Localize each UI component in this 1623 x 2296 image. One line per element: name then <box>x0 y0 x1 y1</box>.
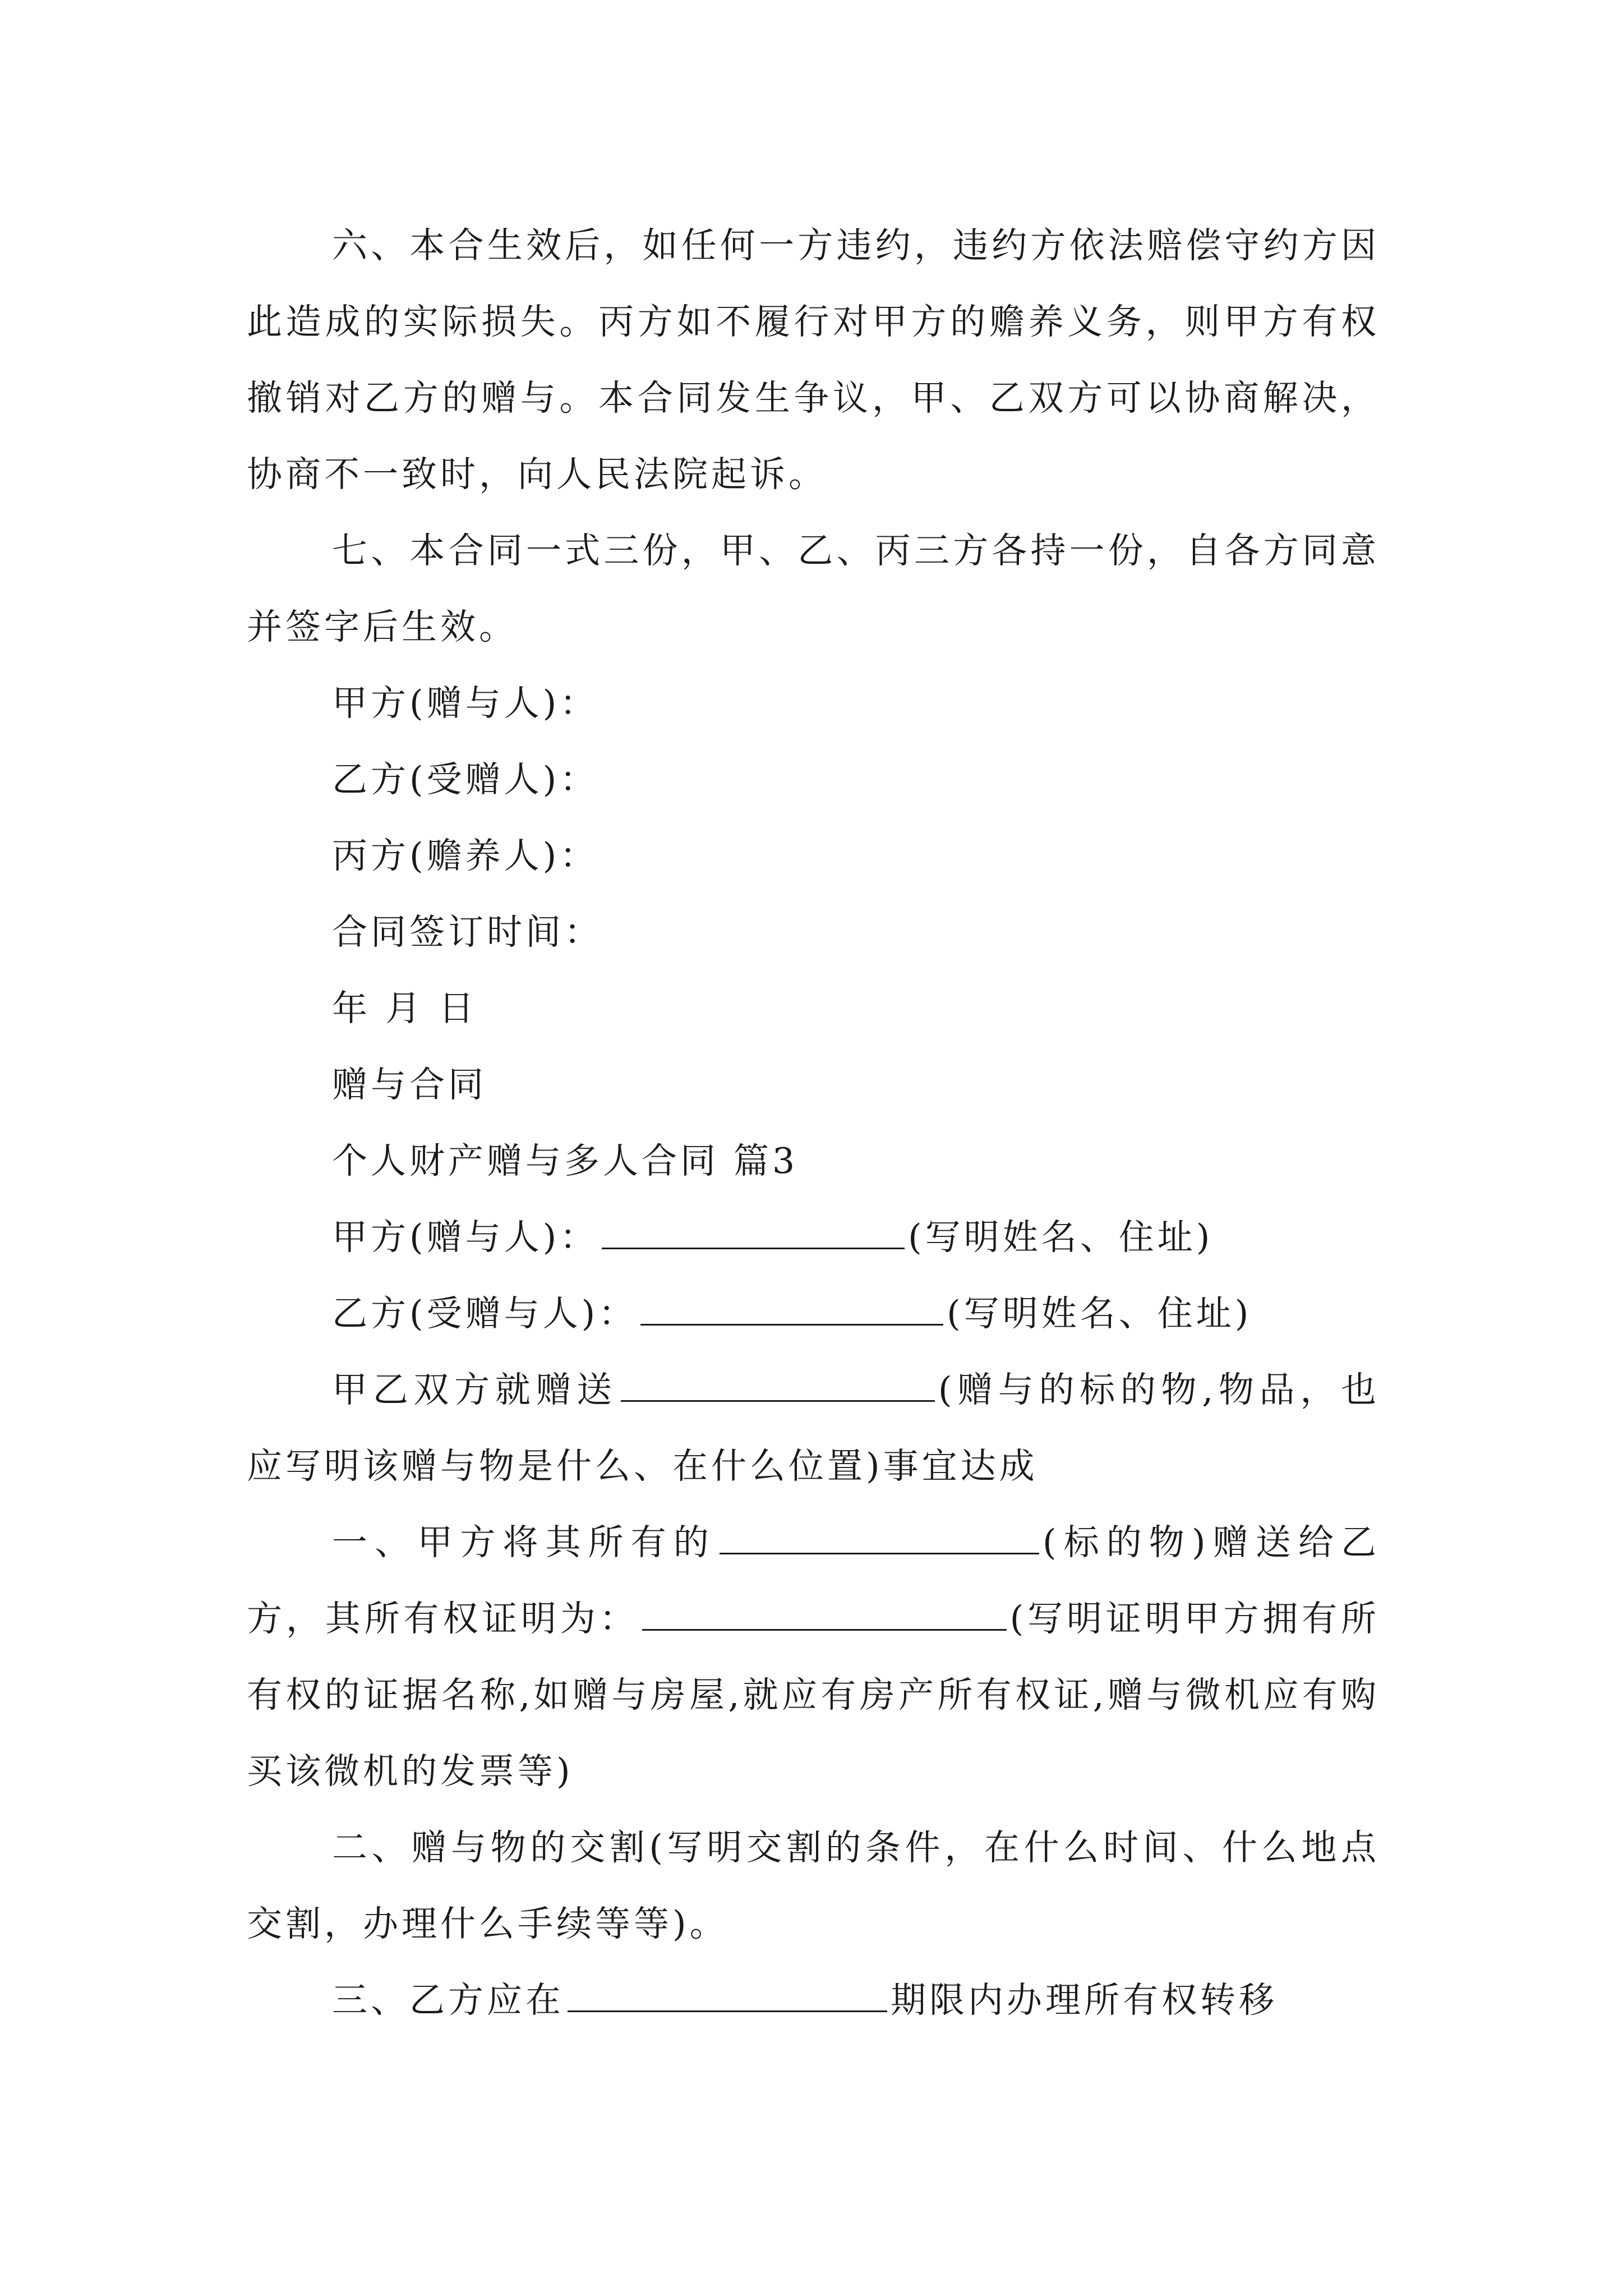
heading-section-3: 个人财产赠与多人合同 篇3 <box>332 1140 799 1181</box>
clause-three-suffix: 期限内办理所有权转移 <box>891 1980 1278 2021</box>
intro-suffix: (赠与的标的物,物品，也应写明该赠与物是什么、在什么位置)事宜达成 <box>247 1369 1380 1487</box>
document-body <box>247 208 1380 2039</box>
party-b-line <box>247 1276 1380 1352</box>
intro-paragraph <box>247 1352 1380 1504</box>
party-a-suffix: (写明姓名、住址) <box>908 1217 1214 1258</box>
clause-two: 二、赠与物的交割(写明交割的条件，在什么时间、什么地点交割，办理什么手续等等)。 <box>247 1827 1380 1944</box>
clause-three <box>247 1962 1380 2039</box>
clause-three-blank <box>568 1978 887 2012</box>
clause-one-blank-proof <box>642 1596 1007 1631</box>
sign-time-label: 合同签订时间： <box>332 912 603 953</box>
signature-party-a: 甲方(赠与人)： <box>332 683 599 724</box>
heading-gift-contract: 赠与合同 <box>332 1064 487 1105</box>
party-b-suffix: (写明姓名、住址) <box>947 1293 1252 1334</box>
clause-three-prefix: 三、乙方应在 <box>332 1980 564 2021</box>
sign-date: 年 月 日 <box>332 988 478 1029</box>
clause-one-suffix: (写明证明甲方拥有所有权的证据名称,如赠与房屋,就应有房产所有权证,赠与微机应有购买该微机的发票等) <box>247 1598 1380 1792</box>
clause-one-blank-object <box>720 1520 1039 1554</box>
party-a-prefix: 甲方(赠与人)： <box>332 1217 599 1258</box>
signature-party-c: 丙方(赡养人)： <box>332 835 599 876</box>
signature-party-b: 乙方(受赠人)： <box>332 759 599 800</box>
party-b-blank <box>640 1291 943 1326</box>
clause-one-mid: (标的物)赠送给乙方，其所有权证明为： <box>247 1522 1380 1639</box>
clause-seven: 七、本合同一式三份，甲、乙、丙三方各持一份，自各方同意并签字后生效。 <box>247 530 1380 647</box>
clause-one-prefix: 一、甲方将其所有的 <box>332 1522 716 1563</box>
intro-blank <box>621 1368 935 1402</box>
party-a-blank <box>602 1215 905 1249</box>
intro-prefix: 甲乙双方就赠送 <box>332 1369 617 1410</box>
clause-one <box>247 1504 1380 1810</box>
party-a-line <box>247 1199 1380 1276</box>
clause-six: 六、本合生效后，如任何一方违约，违约方依法赔偿守约方因此造成的实际损失。丙方如不履行对甲方的赡养义务，则甲方有权撤销对乙方的赠与。本合同发生争议，甲、乙双方可以协商解决，协商不一致时，向人民法院起诉。 <box>247 225 1380 495</box>
party-b-prefix: 乙方(受赠与人)： <box>332 1293 638 1334</box>
